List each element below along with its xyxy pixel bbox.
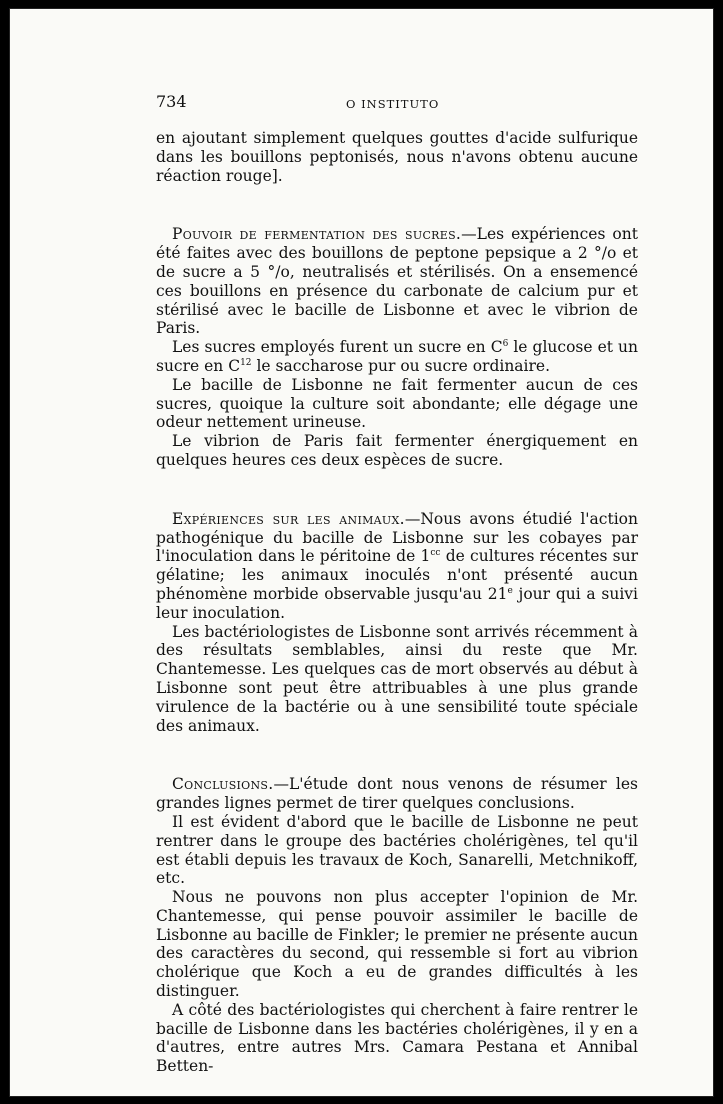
running-title: O INSTITUTO	[346, 97, 440, 111]
superscript-c12: 12	[240, 357, 252, 368]
animaux-paragraph-2: Les bactériologistes de Lisbonne sont arrivés récemment à des résultats semblables, ainsi du reste que Mr. Chantemesse. Les quelques cas de mort observés au début à Lisbonne sont peut être attribuables à une plus grande virulence de la bactérie ou à une sensibilité toute spéciale des animaux.	[156, 622, 638, 735]
section-fermentation	[156, 225, 638, 469]
fermentation-p2-b: le glucose et un sucre en C	[156, 338, 638, 375]
animaux-p1-c: jour qui a suivi leur inoculation.	[156, 584, 638, 622]
fermentation-paragraph-4: Le vibrion de Paris fait fermenter énergiquement en quelques heures ces deux espèces de sucre.	[156, 432, 638, 469]
superscript-cc: cc	[430, 548, 441, 559]
fermentation-paragraph-1	[156, 225, 638, 338]
fermentation-p2-c: le saccharose pur ou sucre ordinaire.	[251, 356, 551, 375]
conclusions-paragraph-3: Nous ne pouvons non plus accepter l'opinion de Mr. Chantemesse, qui pense pouvoir assimiler le bacille de Lisbonne au bacille de Finkler; le premier ne présente aucun des caractères du second, qui ressemble si fort au vibrion cholérique que Koch a eu de grandes difficultés à les distinguer.	[156, 888, 638, 1001]
fermentation-heading: Pouvoir de fermentation des sucres.	[172, 225, 462, 244]
fermentation-paragraph-3: Le bacille de Lisbonne ne fait fermenter aucun de ces sucres, quoique la culture soit abondante; elle dégage une odeur nettement urineuse.	[156, 375, 638, 432]
conclusions-paragraph-4: A côté des bactériologistes qui cherchent à faire rentrer le bacille de Lisbonne dans les bactéries cholérigènes, il y en a d'autres, entre autres Mrs. Camara Pestana et Annibal Betten-	[156, 1000, 638, 1076]
conclusions-paragraph-2: Il est évident d'abord que le bacille de Lisbonne ne peut rentrer dans le groupe des bactéries cholérigènes, tel qu'il est établi depuis les travaux de Koch, Sanarelli, Metchnikoff, etc.	[156, 812, 638, 888]
superscript-c6: 6	[502, 339, 509, 350]
page-content	[156, 93, 638, 1076]
conclusions-heading: Conclusions.	[172, 775, 274, 794]
fermentation-paragraph-2	[156, 338, 638, 376]
page-sheet	[9, 8, 714, 1097]
section-conclusions	[156, 775, 638, 1076]
intro-paragraph: en ajoutant simplement quelques gouttes d'acide sulfurique dans les bouillons peptonisés, nous n'avons obtenu aucune réaction rouge].	[156, 129, 638, 185]
conclusions-paragraph-1	[156, 775, 638, 813]
superscript-e: e	[507, 585, 513, 596]
animaux-p1-a: —Nous avons étudié l'action pathogénique du bacille de Lisbonne sur les cobayes par l'inoculation dans le péritoine de 1	[156, 509, 638, 566]
conclusions-p1-text: —L'étude dont nous venons de résumer les grandes lignes permet de tirer quelques conclusions.	[156, 775, 638, 813]
page-header	[156, 93, 638, 113]
page-number: 734	[156, 92, 187, 111]
fermentation-p1-text: —Les expériences ont été faites avec des bouillons de peptone pepsique a 2 °/o et de sucre a 5 °/o, neutralisés et stérilisés. On a ensemencé ces bouillons en présence du carbonate de calcium pur et stérilisé avec le bacille de Lisbonne et avec le vibrion de Paris.	[156, 225, 638, 338]
fermentation-p2-a: Les sucres employés furent un sucre en C	[172, 338, 503, 357]
animaux-p1-b: de cultures récentes sur gélatine; les animaux inoculés n'ont présenté aucun phénomène morbide observable jusqu'au 21	[156, 547, 639, 603]
section-animaux	[156, 510, 638, 736]
animaux-heading: Expériences sur les animaux.	[172, 509, 405, 528]
animaux-paragraph-1	[156, 510, 638, 623]
